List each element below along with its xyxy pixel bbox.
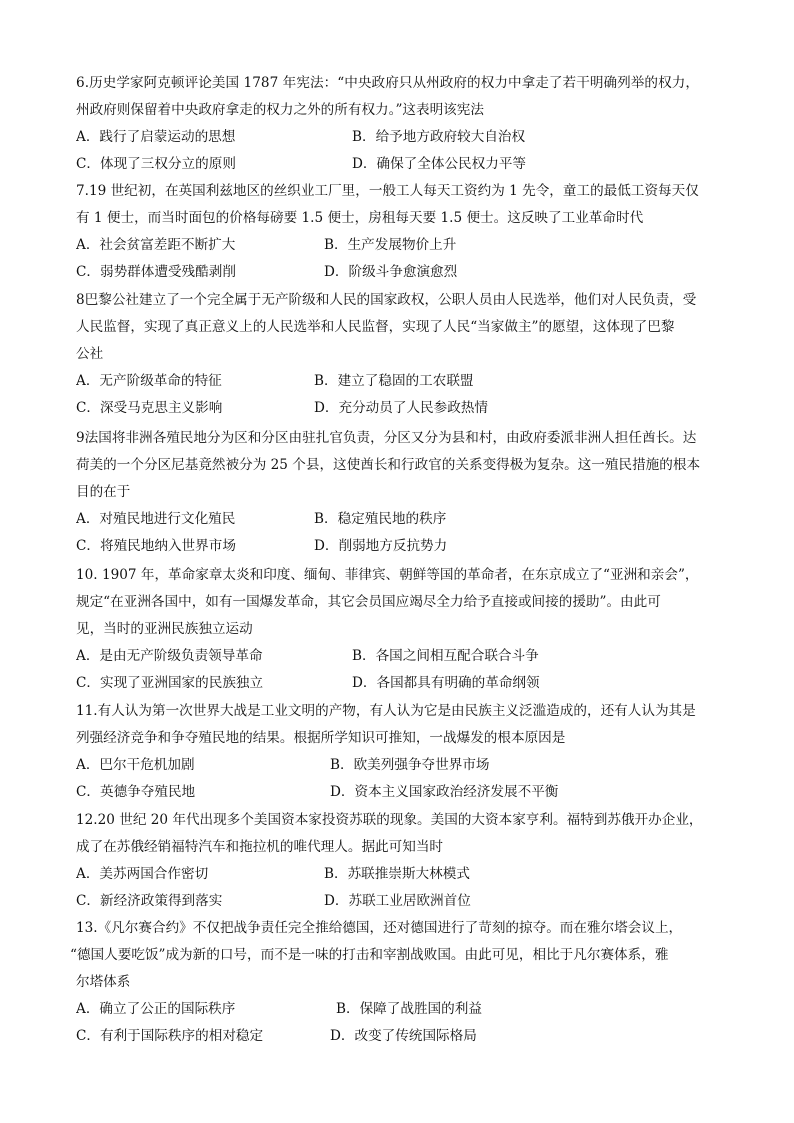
question-text-line: 10. 1907 年，革命家章太炎和印度、缅甸、菲律宾、朝鲜等国的革命者，在东京成立了“亚洲和亲会”，	[76, 567, 699, 583]
option-row	[76, 861, 726, 888]
option-c[interactable]: C．实现了亚洲国家的民族独立	[76, 675, 264, 691]
question-text-line: 6.历史学家阿克顿评论美国 1787 年宪法：“中央政府只从州政府的权力中拿走了若干明确列举的权力，	[76, 75, 699, 91]
question-text-line: 见，当时的亚洲民族独立运动	[76, 621, 253, 637]
question-text-line: 荷美的一个分区尼基竟然被分为 25 个县，这使酋长和行政官的关系变得极为复杂。这一殖民措施的根本	[76, 457, 701, 473]
question-text-line: 目的在于	[76, 484, 131, 500]
option-d[interactable]: D．充分动员了人民参政热情	[314, 400, 489, 416]
question-11	[76, 698, 726, 806]
question-text-line: 州政府则保留着中央政府拿走的权力之外的所有权力。”这表明该宪法	[76, 102, 484, 118]
option-c[interactable]: C．弱势群体遭受残酷剥削	[76, 264, 236, 280]
option-c[interactable]: C．将殖民地纳入世界市场	[76, 538, 236, 554]
option-d[interactable]: D．资本主义国家政治经济发展不平衡	[330, 784, 559, 800]
question-text-line: 列强经济竞争和争夺殖民地的结果。根据所学知识可推知，一战爆发的根本原因是	[76, 730, 566, 746]
option-c[interactable]: C．有利于国际秩序的相对稳定	[76, 1028, 264, 1044]
option-d[interactable]: D．各国都具有明确的革命纲领	[352, 675, 540, 691]
option-b[interactable]: B．建立了稳固的工农联盟	[314, 373, 474, 389]
option-row	[76, 232, 726, 259]
option-d[interactable]: D．改变了传统国际格局	[330, 1028, 477, 1044]
question-text-line: 公社	[76, 346, 104, 362]
option-d[interactable]: D．阶级斗争愈演愈烈	[324, 264, 458, 280]
option-b[interactable]: B．稳定殖民地的秩序	[314, 511, 447, 527]
option-row	[76, 368, 726, 395]
option-row	[76, 643, 726, 670]
question-text-line: 12.20 世纪 20 年代出现多个美国资本家投资苏联的现象。美国的大资本家亨利。福特到苏俄开办企业，	[76, 812, 703, 828]
option-row	[76, 395, 726, 422]
question-7	[76, 178, 726, 286]
option-c[interactable]: C．英德争夺殖民地	[76, 784, 196, 800]
question-text-line: 13.《凡尔赛合约》不仅把战争责任完全推给德国，还对德国进行了苛刻的掠夺。而在雅尔塔会议上，	[76, 920, 683, 936]
option-row	[76, 752, 726, 779]
option-row	[76, 996, 726, 1023]
option-b[interactable]: B．欧美列强争夺世界市场	[330, 757, 490, 773]
option-row	[76, 151, 726, 178]
question-text-line: 尔塔体系	[76, 974, 131, 990]
option-a[interactable]: A．是由无产阶级负责领导革命	[76, 648, 263, 664]
option-a[interactable]: A．践行了启蒙运动的思想	[76, 129, 236, 145]
option-d[interactable]: D．确保了全体公民权力平等	[352, 156, 527, 172]
option-b[interactable]: B．保障了战胜国的利益	[336, 1001, 482, 1017]
option-row	[76, 670, 726, 697]
question-text-line: 成了在苏俄经销福特汽车和拖拉机的唯代理人。据此可知当时	[76, 839, 444, 855]
question-text-line: 9法国将非洲各殖民地分为区和分区由驻扎官负责，分区又分为县和村，由政府委派非洲人担任酋长。达	[76, 430, 697, 446]
question-8	[76, 287, 726, 422]
option-row	[76, 1023, 726, 1050]
option-a[interactable]: A．确立了公正的国际秩序	[76, 1001, 236, 1017]
question-text-line: 7.19 世纪初，在英国利兹地区的丝织业工厂里，一般工人每天工资约为 1 先令，童工的最低工资每天仅	[76, 183, 699, 199]
question-text-line: “德国人要吃饭”成为新的口号，而不是一味的打击和宰割战败国。由此可见，相比于凡尔赛体系，雅	[70, 947, 669, 963]
question-text-line: 8巴黎公社建立了一个完全属于无产阶级和人民的国家政权，公职人员由人民选举，他们对人民负责，受	[76, 292, 697, 308]
option-b[interactable]: B．各国之间相互配合联合斗争	[352, 648, 539, 664]
option-c[interactable]: C．新经济政策得到落实	[76, 893, 223, 909]
question-10	[76, 562, 726, 697]
option-a[interactable]: A．社会贫富差距不断扩大	[76, 237, 236, 253]
option-b[interactable]: B．苏联推崇斯大林模式	[324, 866, 470, 882]
question-9	[76, 425, 726, 560]
question-13	[70, 915, 726, 1050]
option-row	[76, 888, 726, 915]
option-b[interactable]: B．给予地方政府较大自治权	[352, 129, 526, 145]
option-row	[76, 779, 726, 806]
question-text-line: 规定“在亚洲各国中，如有一国爆发革命，其它会员国应竭尽全力给予直接或间接的援助”。由此可	[76, 594, 661, 610]
question-text-line: 11.有人认为第一次世界大战是工业文明的产物，有人认为它是由民族主义泛滥造成的，还有人认为其是	[76, 703, 696, 719]
question-text-line: 人民监督，实现了真正意义上的人民选举和人民监督，实现了人民“当家做主”的愿望，这体现了巴黎	[76, 319, 675, 335]
question-12	[76, 807, 726, 915]
option-a[interactable]: A．美苏两国合作密切	[76, 866, 209, 882]
option-row	[76, 506, 726, 533]
question-text-line: 有 1 便士，而当时面包的价格每磅要 1.5 便士，房租每天要 1.5 便士。这反映了工业革命时代	[76, 210, 644, 226]
option-row	[76, 124, 726, 151]
option-a[interactable]: A．对殖民地进行文化殖民	[76, 511, 236, 527]
option-c[interactable]: C．体现了三权分立的原则	[76, 156, 236, 172]
option-b[interactable]: B．生产发展物价上升	[324, 237, 457, 253]
option-row	[76, 533, 726, 560]
question-6	[76, 70, 726, 178]
option-row	[76, 259, 726, 286]
option-d[interactable]: D．削弱地方反抗势力	[314, 538, 448, 554]
option-d[interactable]: D．苏联工业居欧洲首位	[324, 893, 471, 909]
option-a[interactable]: A．无产阶级革命的特征	[76, 373, 222, 389]
option-c[interactable]: C．深受马克思主义影响	[76, 400, 223, 416]
option-a[interactable]: A．巴尔干危机加剧	[76, 757, 195, 773]
